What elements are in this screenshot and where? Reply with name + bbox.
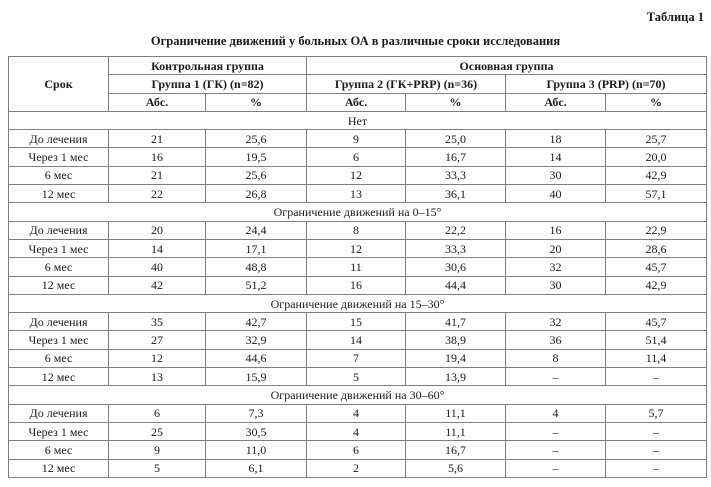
- header-row: [9, 57, 707, 75]
- header-abs: Абс.: [506, 93, 606, 111]
- period-cell: До лечения: [9, 404, 109, 422]
- g2-abs-cell: 15: [307, 313, 406, 331]
- g2-pct-cell: 33,3: [406, 239, 506, 257]
- g3-pct-cell: 28,6: [606, 239, 707, 257]
- g3-abs-cell: –: [506, 441, 606, 459]
- header-row: [9, 93, 707, 111]
- g1-abs-cell: 13: [109, 368, 206, 386]
- g1-pct-cell: 51,2: [206, 276, 307, 294]
- g3-pct-cell: 22,9: [606, 221, 707, 239]
- table-row: [9, 185, 707, 203]
- g3-pct-cell: 57,1: [606, 185, 707, 203]
- g2-abs-cell: 16: [307, 276, 406, 294]
- period-cell: До лечения: [9, 130, 109, 148]
- g2-pct-cell: 30,6: [406, 258, 506, 276]
- g1-pct-cell: 32,9: [206, 331, 307, 349]
- g3-pct-cell: –: [606, 441, 707, 459]
- g3-pct-cell: –: [606, 459, 707, 477]
- g3-pct-cell: 51,4: [606, 331, 707, 349]
- period-cell: 6 мес: [9, 258, 109, 276]
- period-cell: Через 1 мес: [9, 422, 109, 440]
- header-pct: %: [606, 93, 707, 111]
- section-row: [9, 386, 707, 404]
- header-control-group: Контрольная группа: [109, 57, 307, 75]
- g2-pct-cell: 5,6: [406, 459, 506, 477]
- g2-pct-cell: 25,0: [406, 130, 506, 148]
- table-row: [9, 459, 707, 477]
- period-cell: До лечения: [9, 221, 109, 239]
- g1-pct-cell: 42,7: [206, 313, 307, 331]
- header-group-3: Группа 3 (PRP) (n=70): [506, 75, 707, 93]
- period-cell: 12 мес: [9, 459, 109, 477]
- g3-abs-cell: 8: [506, 349, 606, 367]
- g3-abs-cell: 20: [506, 239, 606, 257]
- header-group-2: Группа 2 (ГК+PRP) (n=36): [307, 75, 506, 93]
- g3-abs-cell: 36: [506, 331, 606, 349]
- g1-abs-cell: 6: [109, 404, 206, 422]
- header-abs: Абс.: [307, 93, 406, 111]
- period-cell: 12 мес: [9, 276, 109, 294]
- g2-abs-cell: 14: [307, 331, 406, 349]
- table-row: [9, 258, 707, 276]
- g1-abs-cell: 42: [109, 276, 206, 294]
- table-row: [9, 349, 707, 367]
- g1-pct-cell: 11,0: [206, 441, 307, 459]
- g2-abs-cell: 12: [307, 239, 406, 257]
- g3-pct-cell: 25,7: [606, 130, 707, 148]
- g3-pct-cell: 20,0: [606, 148, 707, 166]
- g2-abs-cell: 11: [307, 258, 406, 276]
- g2-pct-cell: 36,1: [406, 185, 506, 203]
- g3-pct-cell: 45,7: [606, 258, 707, 276]
- period-cell: 6 мес: [9, 349, 109, 367]
- period-cell: 12 мес: [9, 368, 109, 386]
- table-row: [9, 239, 707, 257]
- table-row: [9, 166, 707, 184]
- table-row: [9, 441, 707, 459]
- g1-pct-cell: 25,6: [206, 166, 307, 184]
- g1-pct-cell: 44,6: [206, 349, 307, 367]
- g3-pct-cell: 42,9: [606, 166, 707, 184]
- table-row: [9, 331, 707, 349]
- g2-pct-cell: 44,4: [406, 276, 506, 294]
- g1-pct-cell: 15,9: [206, 368, 307, 386]
- g1-pct-cell: 7,3: [206, 404, 307, 422]
- g3-abs-cell: 16: [506, 221, 606, 239]
- g3-abs-cell: 30: [506, 276, 606, 294]
- g2-pct-cell: 33,3: [406, 166, 506, 184]
- g1-abs-cell: 40: [109, 258, 206, 276]
- g1-abs-cell: 16: [109, 148, 206, 166]
- table-row: [9, 148, 707, 166]
- table-row: [9, 130, 707, 148]
- g3-pct-cell: 11,4: [606, 349, 707, 367]
- g3-abs-cell: 32: [506, 258, 606, 276]
- g2-pct-cell: 41,7: [406, 313, 506, 331]
- table-row: [9, 368, 707, 386]
- section-title: Ограничение движений на 15–30°: [9, 294, 707, 312]
- period-cell: Через 1 мес: [9, 331, 109, 349]
- g1-abs-cell: 21: [109, 166, 206, 184]
- header-group-1: Группа 1 (ГК) (n=82): [109, 75, 307, 93]
- g1-abs-cell: 35: [109, 313, 206, 331]
- period-cell: Через 1 мес: [9, 148, 109, 166]
- period-cell: Через 1 мес: [9, 239, 109, 257]
- g1-abs-cell: 25: [109, 422, 206, 440]
- g1-abs-cell: 9: [109, 441, 206, 459]
- section-row: [9, 203, 707, 221]
- g1-abs-cell: 12: [109, 349, 206, 367]
- table-row: [9, 422, 707, 440]
- g2-pct-cell: 11,1: [406, 404, 506, 422]
- g3-pct-cell: –: [606, 422, 707, 440]
- g3-abs-cell: 4: [506, 404, 606, 422]
- g3-pct-cell: –: [606, 368, 707, 386]
- section-title: Ограничение движений на 30–60°: [9, 386, 707, 404]
- g1-abs-cell: 21: [109, 130, 206, 148]
- header-pct: %: [406, 93, 506, 111]
- section-row: [9, 294, 707, 312]
- g2-abs-cell: 9: [307, 130, 406, 148]
- g1-pct-cell: 25,6: [206, 130, 307, 148]
- g3-pct-cell: 42,9: [606, 276, 707, 294]
- g1-abs-cell: 14: [109, 239, 206, 257]
- g3-abs-cell: –: [506, 422, 606, 440]
- section-row: [9, 111, 707, 129]
- g3-pct-cell: 45,7: [606, 313, 707, 331]
- header-main-group: Основная группа: [307, 57, 707, 75]
- table-label: Таблица 1: [646, 10, 704, 24]
- g3-abs-cell: 14: [506, 148, 606, 166]
- g3-abs-cell: 40: [506, 185, 606, 203]
- g2-pct-cell: 38,9: [406, 331, 506, 349]
- data-table: [8, 56, 707, 478]
- section-title: Нет: [9, 111, 707, 129]
- header-period: Срок: [9, 57, 109, 112]
- g3-abs-cell: 32: [506, 313, 606, 331]
- g1-pct-cell: 17,1: [206, 239, 307, 257]
- g2-abs-cell: 5: [307, 368, 406, 386]
- table-row: [9, 404, 707, 422]
- g1-abs-cell: 5: [109, 459, 206, 477]
- g1-pct-cell: 26,8: [206, 185, 307, 203]
- header-abs: Абс.: [109, 93, 206, 111]
- g1-pct-cell: 48,8: [206, 258, 307, 276]
- g2-pct-cell: 11,1: [406, 422, 506, 440]
- period-cell: 6 мес: [9, 166, 109, 184]
- g2-abs-cell: 8: [307, 221, 406, 239]
- g2-pct-cell: 16,7: [406, 148, 506, 166]
- g2-abs-cell: 12: [307, 166, 406, 184]
- section-title: Ограничение движений на 0–15°: [9, 203, 707, 221]
- header-pct: %: [206, 93, 307, 111]
- g3-pct-cell: 5,7: [606, 404, 707, 422]
- period-cell: 6 мес: [9, 441, 109, 459]
- g1-pct-cell: 24,4: [206, 221, 307, 239]
- g2-pct-cell: 19,4: [406, 349, 506, 367]
- table-title: Ограничение движений у больных ОА в различные сроки исследования: [150, 34, 561, 48]
- g1-pct-cell: 19,5: [206, 148, 307, 166]
- header-row: [9, 75, 707, 93]
- g3-abs-cell: 30: [506, 166, 606, 184]
- period-cell: До лечения: [9, 313, 109, 331]
- g3-abs-cell: 18: [506, 130, 606, 148]
- g2-abs-cell: 7: [307, 349, 406, 367]
- g2-abs-cell: 4: [307, 422, 406, 440]
- g3-abs-cell: –: [506, 459, 606, 477]
- g2-pct-cell: 22,2: [406, 221, 506, 239]
- g1-abs-cell: 27: [109, 331, 206, 349]
- g2-pct-cell: 13,9: [406, 368, 506, 386]
- g1-abs-cell: 20: [109, 221, 206, 239]
- g2-abs-cell: 6: [307, 148, 406, 166]
- period-cell: 12 мес: [9, 185, 109, 203]
- g2-abs-cell: 6: [307, 441, 406, 459]
- table-row: [9, 221, 707, 239]
- g2-abs-cell: 4: [307, 404, 406, 422]
- g1-pct-cell: 30,5: [206, 422, 307, 440]
- table-row: [9, 313, 707, 331]
- g1-abs-cell: 22: [109, 185, 206, 203]
- table-row: [9, 276, 707, 294]
- g2-abs-cell: 13: [307, 185, 406, 203]
- g2-abs-cell: 2: [307, 459, 406, 477]
- g3-abs-cell: –: [506, 368, 606, 386]
- g2-pct-cell: 16,7: [406, 441, 506, 459]
- g1-pct-cell: 6,1: [206, 459, 307, 477]
